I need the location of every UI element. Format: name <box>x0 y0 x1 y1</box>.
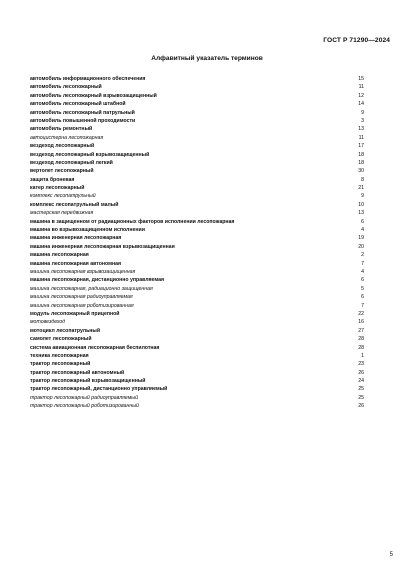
page-number: 5 <box>389 552 393 558</box>
index-page-ref: 6 <box>361 277 364 284</box>
index-term: трактор лесопожарный <box>30 361 91 368</box>
index-page-ref: 19 <box>358 235 364 242</box>
index-term: мотоцикл лесопатрульный <box>30 327 101 334</box>
index-page-ref: 28 <box>358 336 364 343</box>
index-page-ref: 8 <box>361 176 364 183</box>
index-entry <box>30 109 364 117</box>
index-page-ref: 13 <box>358 126 364 133</box>
index-entry <box>30 243 364 251</box>
index-entry <box>30 117 364 125</box>
index-term: мотовездеход <box>30 319 66 326</box>
index-entry <box>30 134 364 142</box>
index-page-ref: 7 <box>361 302 364 309</box>
index-term: автомобиль повышенной проходимости <box>30 117 136 124</box>
index-page-ref: 16 <box>358 319 364 326</box>
index-entry <box>30 293 364 301</box>
document-code: ГОСТ Р 71290—2024 <box>323 37 390 44</box>
index-page-ref: 28 <box>358 344 364 351</box>
index-page-ref: 21 <box>358 185 364 192</box>
index-term: катер лесопожарный <box>30 185 85 192</box>
index-page-ref: 22 <box>358 310 364 317</box>
index-title: Алфавитный указатель терминов <box>151 55 263 62</box>
index-term: машина лесопожарная, радиационно защищенная <box>30 285 153 292</box>
index-entry <box>30 201 364 209</box>
index-page-ref: 30 <box>358 168 364 175</box>
index-term: комплекс лесопатрульный малый <box>30 201 119 208</box>
index-page-ref: 23 <box>358 361 364 368</box>
index-entry <box>30 394 364 402</box>
index-entry <box>30 209 364 217</box>
index-page-ref: 26 <box>358 369 364 376</box>
index-term: самолет лесопожарный <box>30 336 92 343</box>
index-page-ref: 7 <box>361 260 364 267</box>
index-term: система авиационная лесопожарная беспилотная <box>30 344 160 351</box>
index-page-ref: 18 <box>358 159 364 166</box>
index-entry <box>30 192 364 200</box>
index-page-ref: 10 <box>358 201 364 208</box>
index-entry <box>30 360 364 368</box>
index-term: автомобиль ремонтный <box>30 126 93 133</box>
term-index-list <box>30 75 364 411</box>
index-entry <box>30 385 364 393</box>
index-term: машина в защищенном от радиационных факторов исполнении лесопожарная <box>30 218 235 225</box>
index-entry <box>30 327 364 335</box>
index-term: вертолет лесопожарный <box>30 168 94 175</box>
index-term: трактор лесопожарный радиоуправляемый <box>30 394 138 401</box>
index-entry <box>30 310 364 318</box>
index-entry <box>30 352 364 360</box>
index-page-ref: 24 <box>358 378 364 385</box>
index-page-ref: 2 <box>361 252 364 259</box>
index-term: машина во взрывозащищенном исполнении <box>30 227 145 234</box>
index-page-ref: 14 <box>358 101 364 108</box>
index-term: автоцистерна лесопожарная <box>30 134 104 141</box>
index-term: трактор лесопожарный взрывозащищенный <box>30 378 146 385</box>
index-entry <box>30 167 364 175</box>
index-entry <box>30 184 364 192</box>
index-term: машина лесопожарная, дистанционно управляемая <box>30 277 165 284</box>
index-term: машина лесопожарная <box>30 252 89 259</box>
index-page-ref: 12 <box>358 92 364 99</box>
index-entry <box>30 100 364 108</box>
index-page-ref: 13 <box>358 210 364 217</box>
index-entry <box>30 335 364 343</box>
index-page-ref: 18 <box>358 151 364 158</box>
index-page-ref: 26 <box>358 403 364 410</box>
index-entry <box>30 285 364 293</box>
index-term: комплекс лесопатрульный <box>30 193 96 200</box>
index-term: техника лесопожарная <box>30 352 89 359</box>
index-term: машина лесопожарная автономная <box>30 260 122 267</box>
index-page-ref: 25 <box>358 386 364 393</box>
index-entry <box>30 234 364 242</box>
index-entry <box>30 226 364 234</box>
index-page-ref: 4 <box>361 227 364 234</box>
index-entry <box>30 151 364 159</box>
index-page-ref: 17 <box>358 143 364 150</box>
index-term: вездеход лесопожарный легкий <box>30 159 113 166</box>
index-term: вездеход лесопожарный <box>30 143 95 150</box>
index-term: защита броневая <box>30 176 75 183</box>
index-entry <box>30 402 364 410</box>
index-page-ref: 11 <box>358 84 364 91</box>
index-entry <box>30 75 364 83</box>
index-entry <box>30 260 364 268</box>
index-page-ref: 6 <box>361 294 364 301</box>
index-entry <box>30 83 364 91</box>
index-term: автомобиль лесопожарный патрульный <box>30 109 135 116</box>
index-page-ref: 25 <box>358 394 364 401</box>
index-page-ref: 5 <box>361 285 364 292</box>
index-term: мастерская передвижная <box>30 210 94 217</box>
index-term: машина лесопожарная роботизированная <box>30 302 134 309</box>
index-entry <box>30 377 364 385</box>
index-term: машина лесопожарная радиоуправляемая <box>30 294 133 301</box>
index-term: модуль лесопожарный прицепной <box>30 310 120 317</box>
index-term: автомобиль лесопожарный штабной <box>30 101 126 108</box>
index-term: вездеход лесопожарный взрывозащищенный <box>30 151 150 158</box>
index-term: трактор лесопожарный автономный <box>30 369 125 376</box>
index-term: машина инженерная лесопожарная <box>30 235 122 242</box>
index-entry <box>30 344 364 352</box>
index-term: автомобиль лесопожарный взрывозащищенный <box>30 92 157 99</box>
index-page-ref: 6 <box>361 218 364 225</box>
index-page-ref: 9 <box>361 109 364 116</box>
index-entry <box>30 218 364 226</box>
index-term: трактор лесопожарный роботизированный <box>30 403 139 410</box>
index-term: машина инженерная лесопожарная взрывозащищенная <box>30 243 175 250</box>
index-entry <box>30 276 364 284</box>
index-entry <box>30 92 364 100</box>
index-entry <box>30 125 364 133</box>
index-entry <box>30 302 364 310</box>
index-entry <box>30 369 364 377</box>
index-term: автомобиль лесопожарный <box>30 84 102 91</box>
index-term: машина лесопожарная взрывозащищенная <box>30 268 136 275</box>
index-page-ref: 15 <box>358 76 364 82</box>
index-entry <box>30 159 364 167</box>
index-page-ref: 27 <box>358 327 364 334</box>
index-term: трактор лесопожарный, дистанционно управляемый <box>30 386 168 393</box>
index-entry <box>30 268 364 276</box>
index-term: автомобиль информационного обеспечения <box>30 76 146 82</box>
index-entry <box>30 318 364 326</box>
index-page-ref: 1 <box>361 352 364 359</box>
index-page-ref: 9 <box>361 193 364 200</box>
index-page-ref: 3 <box>361 117 364 124</box>
index-entry <box>30 176 364 184</box>
index-page-ref: 4 <box>361 268 364 275</box>
index-entry <box>30 142 364 150</box>
index-page-ref: 11 <box>358 134 364 141</box>
index-page-ref: 20 <box>358 243 364 250</box>
index-entry <box>30 251 364 259</box>
